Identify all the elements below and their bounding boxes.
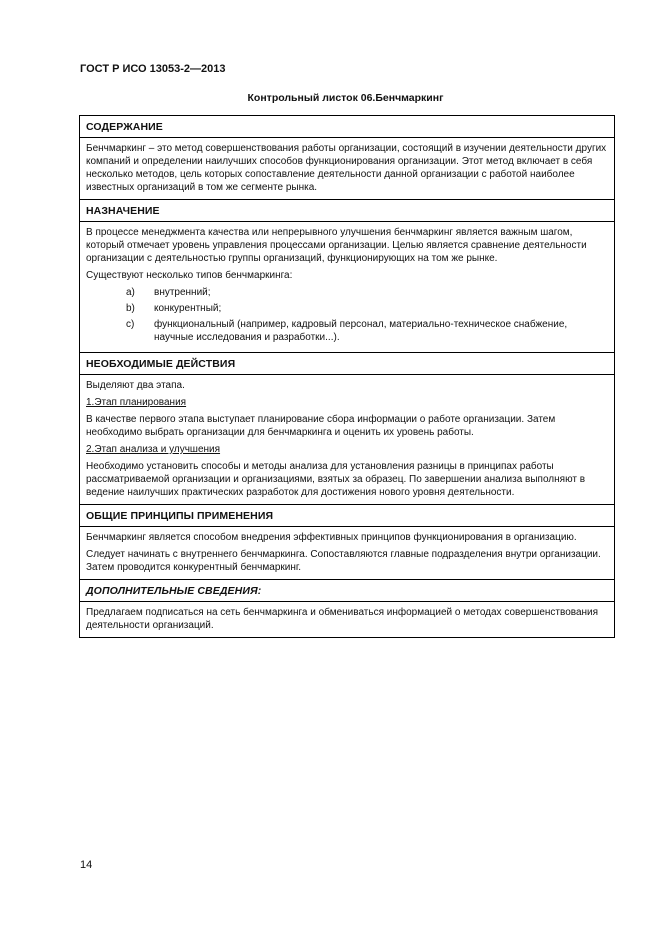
list-marker: c) [126,319,135,330]
list-item [86,318,608,344]
list-marker: b) [126,303,135,314]
checklist-table [79,115,615,638]
section-heading-actions: НЕОБХОДИМЫЕ ДЕЙСТВИЯ [80,353,614,375]
section-content [80,116,614,199]
section-body-purpose [80,222,614,352]
section-body-principles [80,527,614,579]
section-heading-content: СОДЕРЖАНИЕ [80,116,614,138]
section-heading-purpose: НАЗНАЧЕНИЕ [80,200,614,222]
section-heading-additional: ДОПОЛНИТЕЛЬНЫЕ СВЕДЕНИЯ: [80,580,614,602]
additional-paragraph: Предлагаем подписаться на сеть бенчмаркинга и обмениваться информацией о методах совершенствования деятельности организаций. [86,607,599,631]
section-body-additional [80,602,614,637]
step2-title: 2.Этап анализа и улучшения [86,444,221,455]
section-additional [80,579,614,637]
purpose-paragraph: В процессе менеджмента качества или непрерывного улучшения бенчмаркинг является важным шагом, который отмечает уровень управления процессами организации. Целью является сравнение деятельности организации с деятельностью группы организаций, функционирующих на том же рынке. [86,227,587,264]
list-item [86,286,608,299]
principles-paragraph-1: Бенчмаркинг является способом внедрения эффективных принципов функционирования в организацию. [86,532,577,543]
list-item-text: внутренний; [154,287,211,298]
section-actions [80,352,614,504]
section-purpose [80,199,614,352]
section-heading-principles: ОБЩИЕ ПРИНЦИПЫ ПРИМЕНЕНИЯ [80,505,614,527]
benchmarking-types-list [86,286,608,344]
actions-intro: Выделяют два этапа. [86,380,185,391]
list-item [86,302,608,315]
checklist-title [0,92,661,104]
page-number: 14 [80,859,93,871]
content-paragraph: Бенчмаркинг – это метод совершенствования работы организации, состоящий в изучении деятельности других компаний и определении наилучших способов функционирования организации. Этот метод включает в себя несколько методов, цель которых сопоставление деятельности данной организации с работой наиболее известных организаций в том же сегменте рынка. [86,143,607,193]
purpose-types-intro: Существуют несколько типов бенчмаркинга: [86,270,293,281]
step1-title: 1.Этап планирования [86,397,187,408]
document-header: ГОСТ Р ИСО 13053-2—2013 [80,63,226,75]
step1-text: В качестве первого этапа выступает планирование сбора информации о работе организации. Затем необходимо выбрать организации для бенчмаркинга и оценить их уровень работы. [86,414,556,438]
section-principles [80,504,614,579]
section-body-content [80,138,614,199]
principles-paragraph-2: Следует начинать с внутреннего бенчмаркинга. Сопоставляются главные подразделения внутри организации. Затем проводится конкурентный бенчмаркинг. [86,549,601,573]
section-body-actions [80,375,614,504]
list-item-text: функциональный (например, кадровый персонал, материально-техническое снабжение, научные исследования и разработки...). [154,319,568,343]
list-marker: a) [126,287,135,298]
step2-text: Необходимо установить способы и методы анализа для установления разницы в принципах работы рассматриваемой организации и организациями, взятых за образец. По завершении анализа выполняют в ведение наилучших практических разработок для достижения нового уровня деятельности. [86,461,586,498]
list-item-text: конкурентный; [154,303,222,314]
checklist-title-text: Контрольный листок 06.Бенчмаркинг [247,92,444,104]
